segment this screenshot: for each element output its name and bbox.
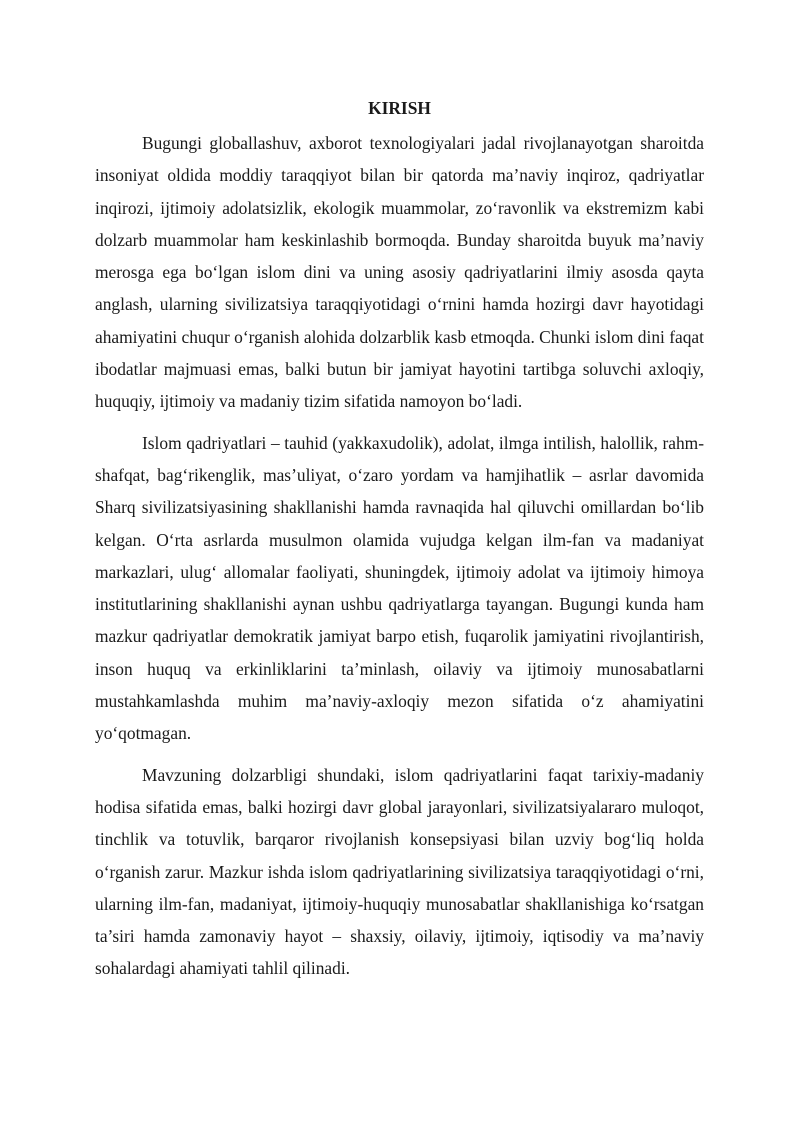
document-page	[95, 92, 704, 994]
paragraph-1: Bugungi globallashuv, axborot texnologiyalari jadal rivojlanayotgan sharoitda insoniyat oldida moddiy taraqqiyot bilan bir qatorda ma’naviy inqiroz, qadriyatlar inqirozi, ijtimoiy adolatsizlik, ekologik muammolar, zo‘ravonlik va ekstremizm kabi dolzarb muammolar ham keskinlashib bormoqda. Bunday sharoitda buyuk ma’naviy merosga ega bo‘lgan islom dini va uning asosiy qadriyatlarini ilmiy asosda qayta anglash, ularning sivilizatsiya taraqqiyotidagi o‘rnini hamda hozirgi davr hayotidagi ahamiyatini chuqur o‘rganish alohida dolzarblik kasb etmoqda. Chunki islom dini faqat ibodatlar majmuasi emas, balki butun bir jamiyat hayotini tartibga soluvchi axloqiy, huquqiy, ijtimoiy va madaniy tizim sifatida namoyon bo‘ladi.	[95, 133, 704, 412]
paragraph-3: Mavzuning dolzarbligi shundaki, islom qadriyatlarini faqat tarixiy-madaniy hodisa sifatida emas, balki hozirgi davr global jarayonlari, sivilizatsiyalararo muloqot, tinchlik va totuvlik, barqaror rivojlanish konsepsiyasi bilan uzviy bog‘liq holda o‘rganish zarur. Mazkur ishda islom qadriyatlarining sivilizatsiya taraqqiyotidagi o‘rni, ularning ilm-fan, madaniyat, ijtimoiy-huquqiy munosabatlar shakllanishiga ko‘rsatgan ta’siri hamda zamonaviy hayot – shaxsiy, oilaviy, ijtimoiy, iqtisodiy va ma’naviy sohalardagi ahamiyati tahlil qilinadi.	[95, 764, 704, 979]
paragraph-2: Islom qadriyatlari – tauhid (yakkaxudolik), adolat, ilmga intilish, halollik, rahm-shafqat, bag‘rikenglik, mas’uliyat, o‘zaro yordam va hamjihatlik – asrlar davomida Sharq sivilizatsiyasining shakllanishi hamda ravnaqida hal qiluvchi omillardan bo‘lib kelgan. O‘rta asrlarda musulmon olamida vujudga kelgan ilm-fan va madaniyat markazlari, ulug‘ allomalar faoliyati, shuningdek, ijtimoiy adolat va ijtimoiy himoya institutlarining shakllanishi aynan ushbu qadriyatlarga tayangan. Bugungi kunda ham mazkur qadriyatlar demokratik jamiyat barpo etish, fuqarolik jamiyatini rivojlantirish, inson huquq va erkinliklarini ta’minlash, oilaviy va ijtimoiy munosabatlarni mustahkamlashda muhim ma’naviy-axloqiy mezon sifatida o‘z ahamiyatini yo‘qotmagan.	[95, 432, 704, 744]
section-heading: KIRISH	[368, 98, 431, 118]
